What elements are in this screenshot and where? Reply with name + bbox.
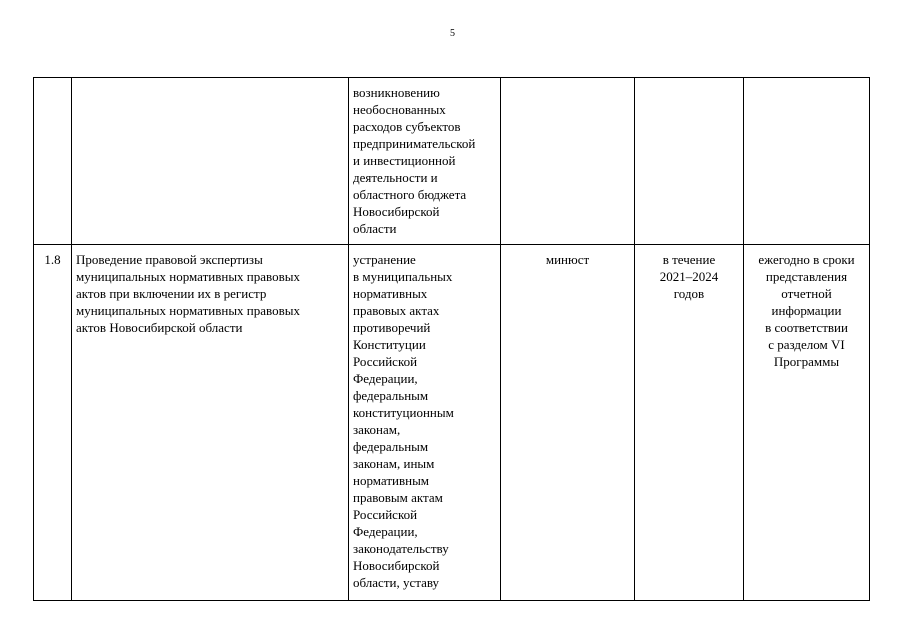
cell-number (34, 245, 72, 601)
measure-name-line: актов при включении их в регистр (76, 286, 267, 301)
measure-name-line: Проведение правовой экспертизы (76, 252, 263, 267)
expected-result-line: расходов субъектов (353, 119, 461, 134)
expected-result-line: необоснованных (353, 102, 446, 117)
expected-result-line: Российской (353, 354, 418, 369)
expected-result-line: федеральным (353, 388, 429, 403)
cell-number (34, 78, 72, 245)
expected-result-line: деятельности и (353, 170, 438, 185)
term-line: 2021–2024 (659, 269, 719, 284)
expected-result-line: предпринимательской (353, 136, 476, 151)
reporting-line: представления (765, 269, 848, 284)
reporting-line: ежегодно в сроки (758, 252, 855, 267)
expected-result-line: устранение (353, 252, 416, 267)
cell-executor (501, 78, 635, 245)
cell-executor (501, 245, 635, 601)
executor-text: минюст (545, 252, 590, 267)
term-line: годов (673, 286, 705, 301)
cell-measure-name (72, 78, 349, 245)
measure-name-line: актов Новосибирской области (76, 320, 243, 335)
expected-result-line: правовым актам (353, 490, 443, 505)
cell-expected-result (349, 245, 501, 601)
expected-result-line: противоречий (353, 320, 431, 335)
expected-result-line: в муниципальных (353, 269, 453, 284)
expected-result-line: возникновению (353, 85, 440, 100)
table-row (34, 245, 870, 601)
expected-result-line: Российской (353, 507, 418, 522)
expected-result-line: законам, иным (353, 456, 435, 471)
table-body (34, 78, 870, 601)
reporting-line: информации (771, 303, 842, 318)
item-number: 1.8 (44, 252, 61, 267)
cell-reporting (744, 245, 870, 601)
reporting-line: в соответствии (765, 320, 848, 335)
expected-result-line: Новосибирской (353, 204, 440, 219)
expected-result-line: и инвестиционной (353, 153, 456, 168)
measure-name-line: муниципальных нормативных правовых (76, 269, 300, 284)
expected-result-line: федеральным (353, 439, 429, 454)
expected-result-line: Федерации, (353, 524, 418, 539)
expected-result-line: Федерации, (353, 371, 418, 386)
term-line: в течение (662, 252, 716, 267)
cell-measure-name (72, 245, 349, 601)
expected-result-line: конституционным (353, 405, 454, 420)
expected-result-line: Новосибирской (353, 558, 440, 573)
measures-table (33, 77, 870, 601)
expected-result-line: законодательству (353, 541, 449, 556)
expected-result-line: области (353, 221, 397, 236)
reporting-line: Программы (773, 354, 840, 369)
cell-expected-result (349, 78, 501, 245)
reporting-line: с разделом VI (768, 337, 845, 352)
cell-term (635, 78, 744, 245)
page-number: 5 (450, 28, 455, 39)
cell-reporting (744, 78, 870, 245)
expected-result-line: законам, (353, 422, 401, 437)
expected-result-line: областного бюджета (353, 187, 467, 202)
reporting-line: отчетной (781, 286, 832, 301)
cell-term (635, 245, 744, 601)
measure-name-line: муниципальных нормативных правовых (76, 303, 300, 318)
expected-result-line: нормативных (353, 286, 428, 301)
expected-result-line: области, уставу (353, 575, 440, 590)
expected-result-line: Конституции (353, 337, 426, 352)
expected-result-line: нормативным (353, 473, 430, 488)
expected-result-line: правовых актах (353, 303, 440, 318)
table-row (34, 78, 870, 245)
